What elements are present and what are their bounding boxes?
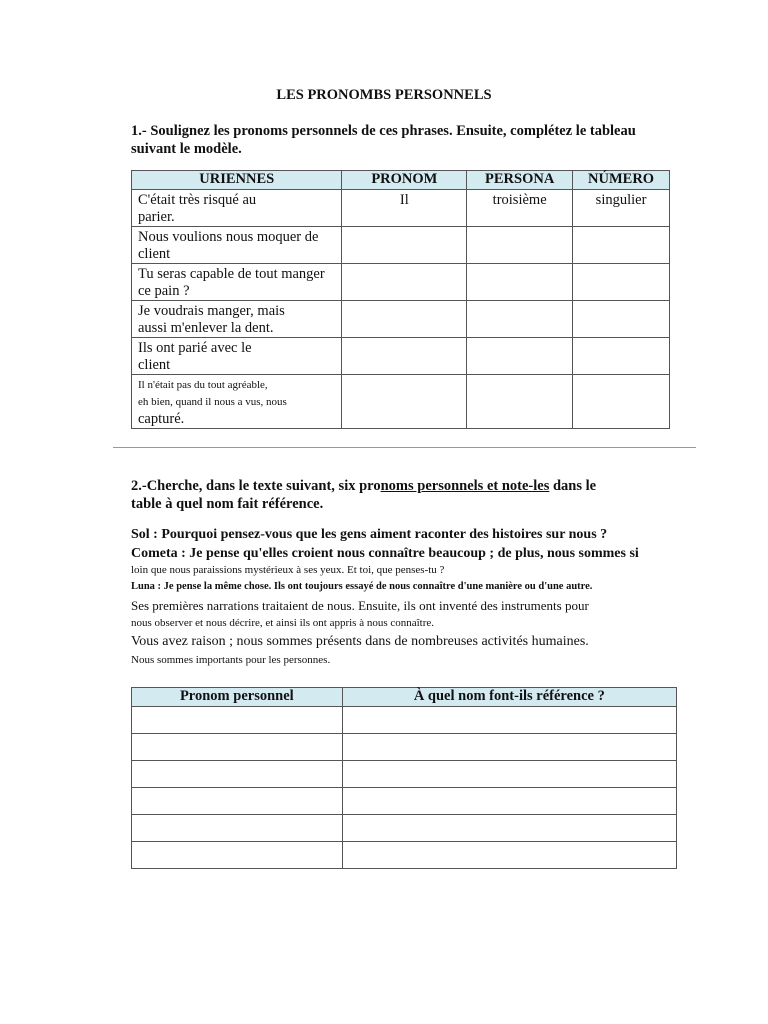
exercise-2-line-1 [131, 478, 596, 496]
sentence-cell [132, 190, 342, 227]
section-divider [113, 447, 696, 448]
page-title: LES PRONOMBS PERSONNELS [276, 87, 492, 103]
sentence-cell [132, 301, 342, 338]
exercise-2-line-1-part-c: dans le [549, 478, 597, 494]
numero-cell[interactable] [573, 301, 670, 338]
numero-cell[interactable] [573, 264, 670, 301]
dialogue-line-sol: Sol : Pourquoi pensez-vous que les gens aiment raconter des histoires sur nous ? [131, 527, 608, 542]
numero-cell[interactable] [573, 375, 670, 429]
table-row [132, 338, 670, 375]
exercise-2-instruction [131, 478, 596, 513]
reference-answer-cell[interactable] [342, 842, 676, 869]
reference-answer-cell[interactable] [342, 788, 676, 815]
pronoun-answer-cell[interactable] [132, 734, 343, 761]
header-pronom-personnel: Pronom personnel [132, 688, 343, 707]
header-reference: À quel nom font-ils référence ? [342, 688, 676, 707]
reference-answer-cell[interactable] [342, 707, 676, 734]
header-persona: PERSONA [467, 171, 573, 190]
persona-cell[interactable]: troisième [467, 190, 573, 227]
table-row [132, 375, 670, 429]
table-row [132, 815, 677, 842]
reference-answer-cell[interactable] [342, 761, 676, 788]
dialogue-line-cometa: Cometa : Je pense qu'elles croient nous connaître beaucoup ; de plus, nous sommes si [131, 546, 639, 561]
sentence-cell [132, 227, 342, 264]
pronouns-table-header [132, 171, 670, 190]
pronom-cell[interactable]: Il [342, 190, 467, 227]
sentence-line: Tu seras capable de tout manger [138, 266, 325, 282]
table-row [132, 761, 677, 788]
sentence-line: Il n'était pas du tout agréable, [138, 379, 268, 391]
numero-cell[interactable]: singulier [573, 190, 670, 227]
sentence-line: parier. [138, 209, 175, 225]
sentence-line: C'était très risqué au [138, 192, 257, 208]
reference-answer-cell[interactable] [342, 815, 676, 842]
table-row [132, 227, 670, 264]
exercise-1-instruction [131, 123, 636, 158]
table-row [132, 301, 670, 338]
pronom-cell[interactable] [342, 264, 467, 301]
reference-table [131, 687, 677, 869]
sentence-line: Ils ont parié avec le [138, 340, 252, 356]
sentence-line: eh bien, quand il nous a vus, nous [138, 396, 287, 408]
table-row [132, 788, 677, 815]
table-row [132, 842, 677, 869]
pronom-cell[interactable] [342, 338, 467, 375]
dialogue-line-reason: Vous avez raison ; nous sommes présents dans de nombreuses activités humaines. [131, 634, 589, 649]
exercise-2-line-1-part-a: 2.-Cherche, dans le texte suivant, six pro [131, 478, 381, 494]
dialogue-line-narration: Ses premières narrations traitaient de nous. Ensuite, ils ont inventé des instruments pour [131, 598, 589, 613]
header-uriennes: URIENNES [132, 171, 342, 190]
table-row [132, 190, 670, 227]
sentence-cell [132, 264, 342, 301]
numero-cell[interactable] [573, 338, 670, 375]
header-pronom: PRONOM [342, 171, 467, 190]
dialogue-line-cometa-cont: loin que nous paraissions mystérieux à ses yeux. Et toi, que penses-tu ? [131, 564, 445, 576]
pronom-cell[interactable] [342, 227, 467, 264]
numero-cell[interactable] [573, 227, 670, 264]
sentence-line: Nous voulions nous moquer de [138, 229, 319, 245]
pronoun-answer-cell[interactable] [132, 707, 343, 734]
persona-cell[interactable] [467, 264, 573, 301]
reference-answer-cell[interactable] [342, 734, 676, 761]
pronouns-table [131, 170, 670, 429]
exercise-1-line-2: suivant le modèle. [131, 140, 242, 157]
sentence-line: Je voudrais manger, mais [138, 303, 285, 319]
pronoun-answer-cell[interactable] [132, 761, 343, 788]
exercise-2-line-2: table à quel nom fait référence. [131, 495, 324, 512]
persona-cell[interactable] [467, 227, 573, 264]
table-row [132, 264, 670, 301]
sentence-line: client [138, 246, 171, 262]
pronom-cell[interactable] [342, 375, 467, 429]
table-row [132, 734, 677, 761]
sentence-cell [132, 375, 342, 429]
pronoun-answer-cell[interactable] [132, 815, 343, 842]
exercise-2-line-1-underlined: noms personnels et note-les [380, 478, 550, 494]
persona-cell[interactable] [467, 338, 573, 375]
sentence-line: aussi m'enlever la dent. [138, 320, 274, 336]
exercise-1-line-1: 1.- Soulignez les pronoms personnels de ces phrases. Ensuite, complétez le tableau [131, 123, 636, 139]
persona-cell[interactable] [467, 375, 573, 429]
header-numero: NÚMERO [573, 171, 670, 190]
sentence-line: client [138, 357, 171, 373]
dialogue-line-narration-cont: nous observer et nous décrire, et ainsi ils ont appris à nous connaître. [131, 617, 435, 629]
reference-table-header [132, 688, 677, 707]
pronom-cell[interactable] [342, 301, 467, 338]
pronoun-answer-cell[interactable] [132, 788, 343, 815]
sentence-cell [132, 338, 342, 375]
dialogue-line-luna: Luna : Je pense la même chose. Ils ont toujours essayé de nous connaître d'une manière ou d'une autre. [131, 581, 593, 592]
persona-cell[interactable] [467, 301, 573, 338]
sentence-line: ce pain ? [138, 283, 190, 299]
pronoun-answer-cell[interactable] [132, 842, 343, 869]
table-row [132, 707, 677, 734]
dialogue-line-important: Nous sommes importants pour les personnes. [131, 654, 331, 666]
sentence-line: capturé. [138, 411, 185, 427]
